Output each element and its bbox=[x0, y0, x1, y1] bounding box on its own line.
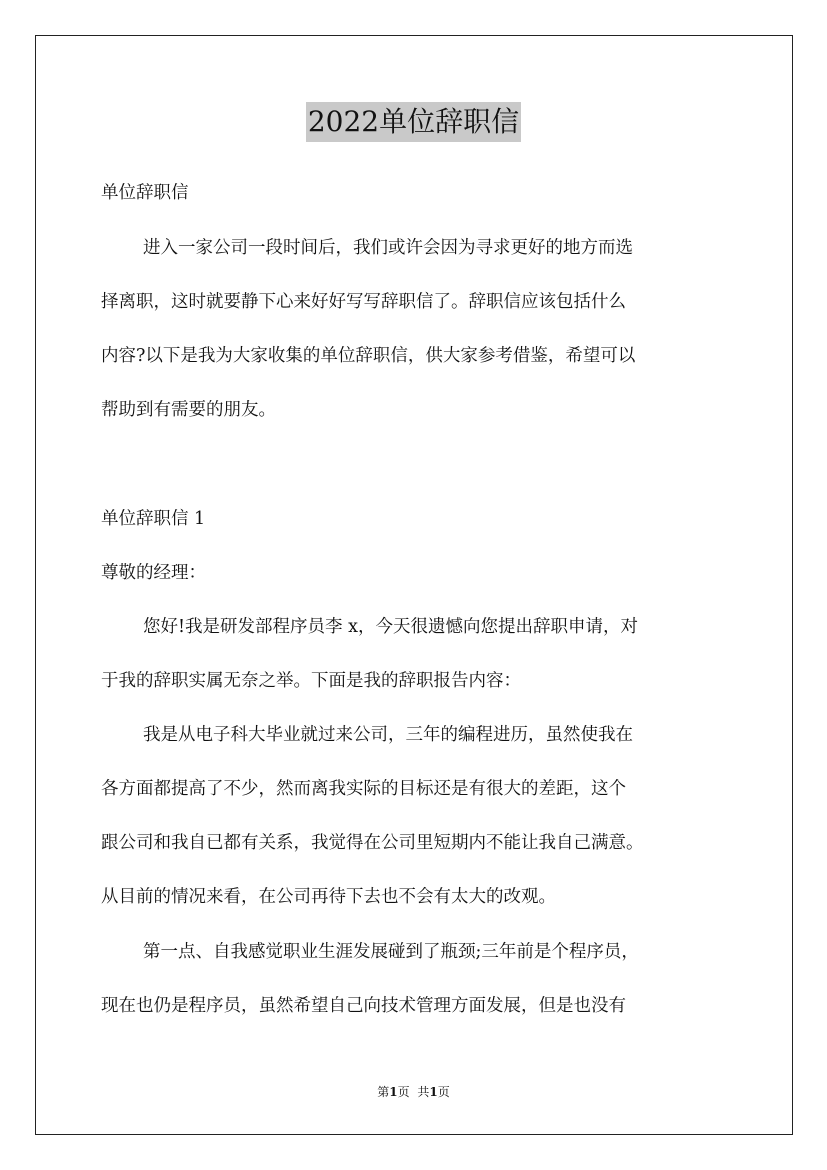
paragraph-line: 进入一家公司一段时间后，我们或许会因为寻求更好的地方而选 bbox=[143, 238, 633, 258]
letter-heading: 单位辞职信 1 bbox=[101, 509, 206, 529]
paragraph-line: 于我的辞职实属无奈之举。下面是我的辞职报告内容： bbox=[101, 671, 521, 691]
page-label-prefix: 第 bbox=[377, 1085, 390, 1099]
page-number: 1 bbox=[389, 1085, 398, 1099]
paragraph-line: 您好!我是研发部程序员李 x，今天很遗憾向您提出辞职申请，对 bbox=[143, 617, 638, 637]
paragraph-line: 帮助到有需要的朋友。 bbox=[101, 400, 276, 420]
salutation: 尊敬的经理： bbox=[101, 563, 206, 583]
paragraph-line: 内容?以下是我为大家收集的单位辞职信，供大家参考借鉴，希望可以 bbox=[101, 346, 636, 366]
document-title: 2022单位辞职信 bbox=[306, 102, 521, 142]
paragraph-line: 我是从电子科大毕业就过来公司，三年的编程进历，虽然使我在 bbox=[143, 725, 633, 745]
total-label-suffix: 页 bbox=[437, 1085, 450, 1099]
paragraph-line: 现在也仍是程序员，虽然希望自己向技术管理方面发展，但是也没有 bbox=[101, 996, 626, 1016]
total-label-prefix: 共 bbox=[417, 1085, 430, 1099]
paragraph-line: 从目前的情况来看，在公司再待下去也不会有太大的改观。 bbox=[101, 887, 556, 907]
page-label-suffix: 页 bbox=[397, 1085, 410, 1099]
section-heading: 单位辞职信 bbox=[101, 183, 189, 203]
page-footer bbox=[0, 1083, 827, 1101]
title-container bbox=[0, 102, 827, 142]
total-pages: 1 bbox=[429, 1085, 438, 1099]
paragraph-line: 择离职，这时就要静下心来好好写写辞职信了。辞职信应该包括什么 bbox=[101, 292, 626, 312]
paragraph-line: 跟公司和我自已都有关系，我觉得在公司里短期内不能让我自己满意。 bbox=[101, 833, 644, 853]
paragraph-line: 第一点、自我感觉职业生涯发展碰到了瓶颈;三年前是个程序员， bbox=[143, 942, 639, 962]
paragraph-line: 各方面都提高了不少，然而离我实际的目标还是有很大的差距，这个 bbox=[101, 779, 626, 799]
